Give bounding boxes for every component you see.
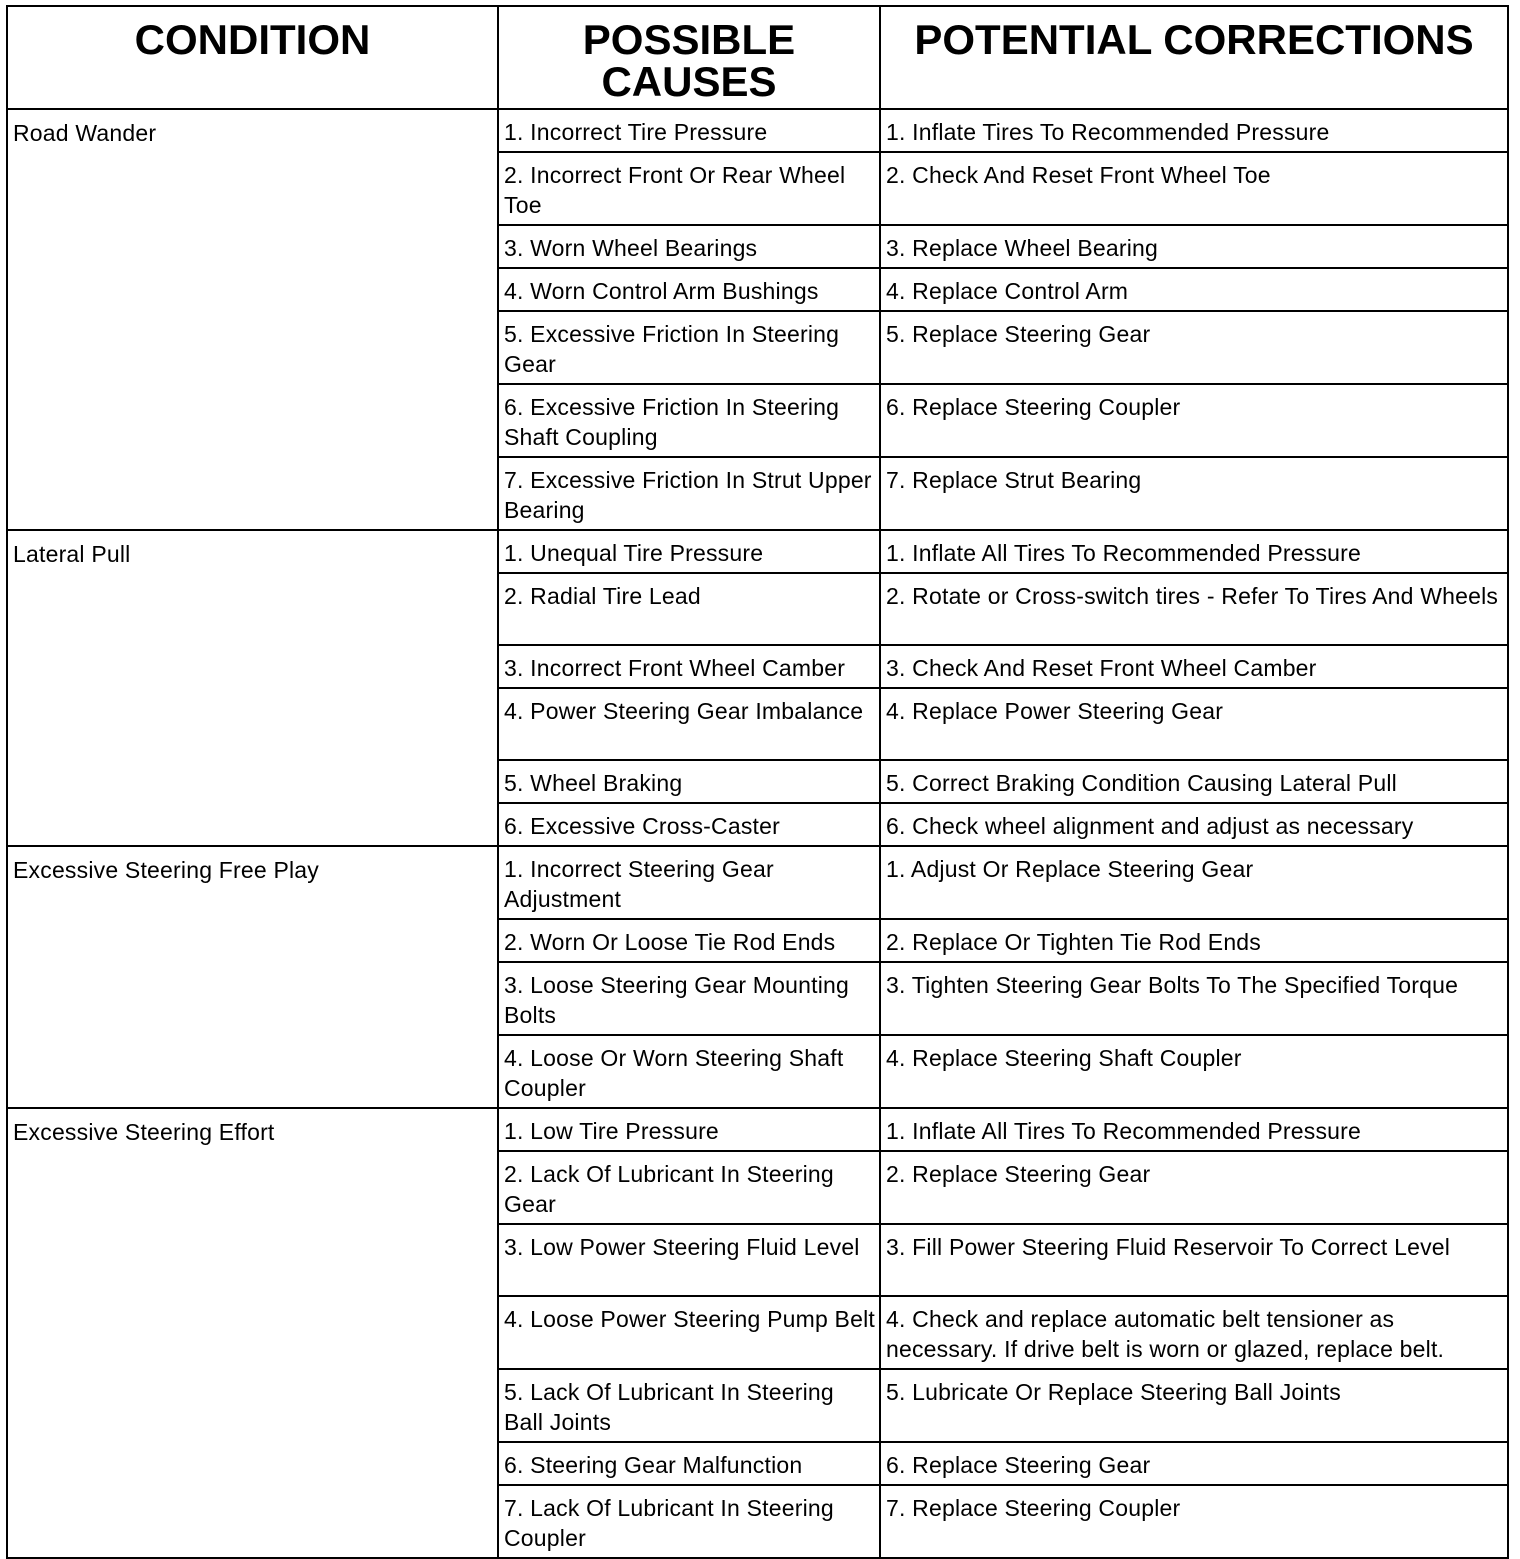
correction-cell: 1. Inflate All Tires To Recommended Pressure (880, 530, 1508, 573)
cause-cell: 2. Incorrect Front Or Rear Wheel Toe (498, 152, 880, 225)
cause-cell: 3. Loose Steering Gear Mounting Bolts (498, 962, 880, 1035)
cause-cell: 5. Wheel Braking (498, 760, 880, 803)
correction-cell: 2. Replace Steering Gear (880, 1151, 1508, 1224)
correction-cell: 7. Replace Strut Bearing (880, 457, 1508, 530)
correction-cell: 4. Replace Control Arm (880, 268, 1508, 311)
header-row (7, 6, 1508, 109)
correction-cell: 2. Rotate or Cross-switch tires - Refer To Tires And Wheels (880, 573, 1508, 645)
correction-cell: 4. Replace Power Steering Gear (880, 688, 1508, 760)
condition-cell: Road Wander (7, 109, 498, 530)
cause-cell: 2. Radial Tire Lead (498, 573, 880, 645)
cause-cell: 5. Excessive Friction In Steering Gear (498, 311, 880, 384)
cause-cell: 6. Excessive Friction In Steering Shaft Coupling (498, 384, 880, 457)
diagnosis-table (6, 5, 1509, 1559)
correction-cell: 6. Replace Steering Gear (880, 1442, 1508, 1485)
correction-cell: 5. Replace Steering Gear (880, 311, 1508, 384)
correction-cell: 1. Inflate Tires To Recommended Pressure (880, 109, 1508, 152)
cause-cell: 2. Worn Or Loose Tie Rod Ends (498, 919, 880, 962)
cause-cell: 4. Loose Power Steering Pump Belt (498, 1296, 880, 1369)
correction-cell: 4. Replace Steering Shaft Coupler (880, 1035, 1508, 1108)
condition-cell: Excessive Steering Effort (7, 1108, 498, 1558)
cause-cell: 2. Lack Of Lubricant In Steering Gear (498, 1151, 880, 1224)
correction-cell: 5. Correct Braking Condition Causing Lateral Pull (880, 760, 1508, 803)
table-row (7, 1108, 1508, 1151)
correction-cell: 2. Replace Or Tighten Tie Rod Ends (880, 919, 1508, 962)
cause-cell: 4. Power Steering Gear Imbalance (498, 688, 880, 760)
table-row (7, 109, 1508, 152)
cause-cell: 4. Loose Or Worn Steering Shaft Coupler (498, 1035, 880, 1108)
correction-cell: 1. Inflate All Tires To Recommended Pressure (880, 1108, 1508, 1151)
correction-cell: 2. Check And Reset Front Wheel Toe (880, 152, 1508, 225)
cause-cell: 1. Low Tire Pressure (498, 1108, 880, 1151)
correction-cell: 3. Tighten Steering Gear Bolts To The Specified Torque (880, 962, 1508, 1035)
cause-cell: 6. Excessive Cross-Caster (498, 803, 880, 846)
cause-cell: 7. Lack Of Lubricant In Steering Coupler (498, 1485, 880, 1558)
table-row (7, 530, 1508, 573)
header-condition: CONDITION (7, 6, 498, 109)
correction-cell: 3. Replace Wheel Bearing (880, 225, 1508, 268)
correction-cell: 6. Check wheel alignment and adjust as necessary (880, 803, 1508, 846)
cause-cell: 3. Incorrect Front Wheel Camber (498, 645, 880, 688)
correction-cell: 7. Replace Steering Coupler (880, 1485, 1508, 1558)
cause-cell: 7. Excessive Friction In Strut Upper Bearing (498, 457, 880, 530)
table-row (7, 846, 1508, 919)
cause-cell: 5. Lack Of Lubricant In Steering Ball Joints (498, 1369, 880, 1442)
cause-cell: 1. Unequal Tire Pressure (498, 530, 880, 573)
cause-cell: 1. Incorrect Steering Gear Adjustment (498, 846, 880, 919)
correction-cell: 3. Fill Power Steering Fluid Reservoir To Correct Level (880, 1224, 1508, 1296)
correction-cell: 5. Lubricate Or Replace Steering Ball Joints (880, 1369, 1508, 1442)
correction-cell: 4. Check and replace automatic belt tensioner as necessary. If drive belt is worn or glazed, replace belt. (880, 1296, 1508, 1369)
cause-cell: 3. Low Power Steering Fluid Level (498, 1224, 880, 1296)
header-possible-causes: POSSIBLE CAUSES (498, 6, 880, 109)
cause-cell: 1. Incorrect Tire Pressure (498, 109, 880, 152)
correction-cell: 1. Adjust Or Replace Steering Gear (880, 846, 1508, 919)
header-potential-corrections: POTENTIAL CORRECTIONS (880, 6, 1508, 109)
condition-cell: Lateral Pull (7, 530, 498, 846)
correction-cell: 6. Replace Steering Coupler (880, 384, 1508, 457)
cause-cell: 6. Steering Gear Malfunction (498, 1442, 880, 1485)
cause-cell: 4. Worn Control Arm Bushings (498, 268, 880, 311)
condition-cell: Excessive Steering Free Play (7, 846, 498, 1108)
correction-cell: 3. Check And Reset Front Wheel Camber (880, 645, 1508, 688)
cause-cell: 3. Worn Wheel Bearings (498, 225, 880, 268)
